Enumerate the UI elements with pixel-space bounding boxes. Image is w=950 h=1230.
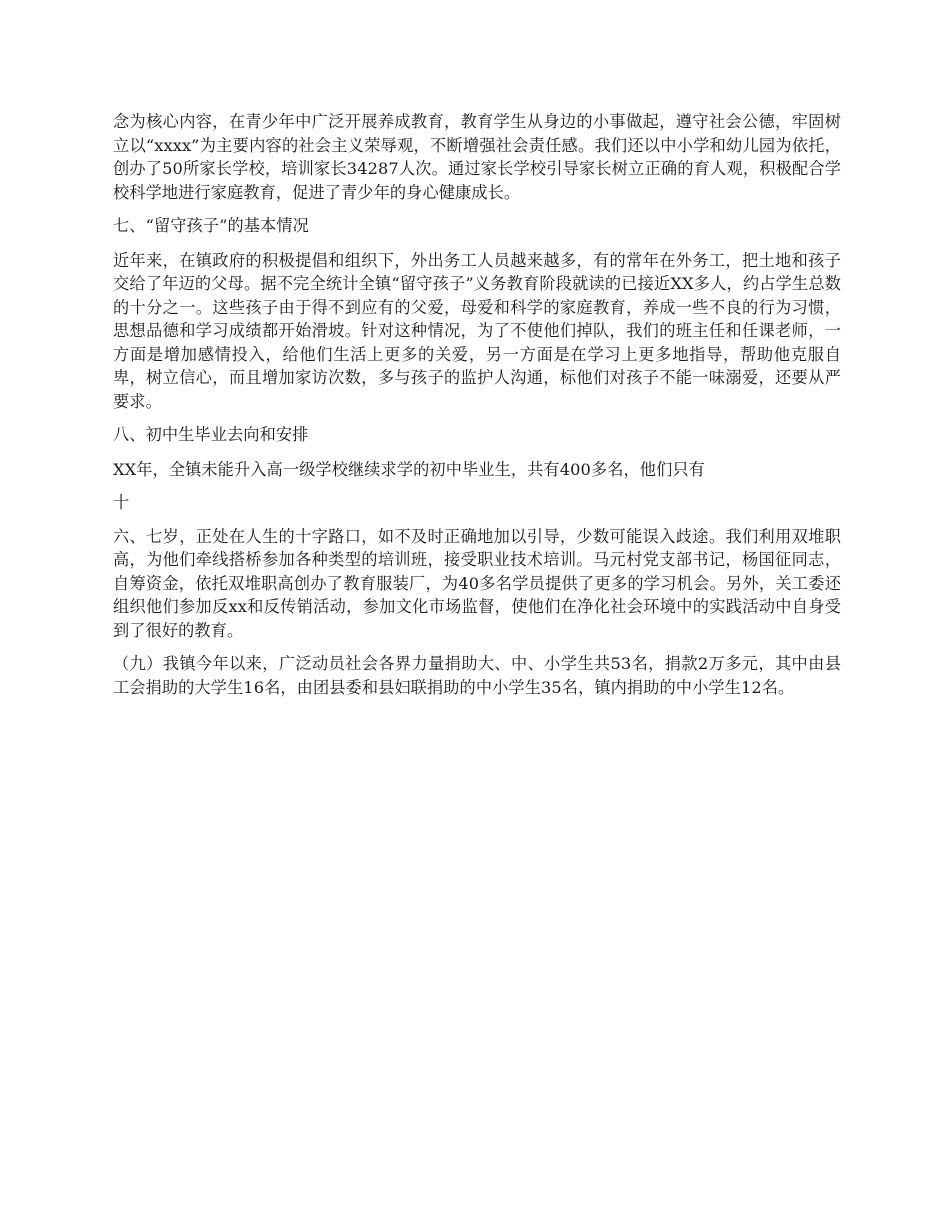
document-body bbox=[113, 110, 841, 709]
paragraph-donations: （九）我镇今年以来，广泛动员社会各界力量捐助大、中、小学生共53名，捐款2万多元，其中由县工会捐助的大学生16名，由团县委和县妇联捐助的中小学生35名，镇内捐助的中小学生12名。 bbox=[113, 654, 841, 697]
section-heading-left-behind-children: 七、“留守孩子”的基本情况 bbox=[113, 216, 309, 235]
paragraph-graduates-detail: 六、七岁，正处在人生的十字路口，如不及时正确地加以引导，少数可能误入歧途。我们利用双堆职高，为他们牵线搭桥参加各种类型的培训班，接受职业技术培训。马元村党支部书记，杨国征同志，自筹资金，依托双堆职高创办了教育服装厂，为40多名学员提供了更多的学习机会。另外，关工委还组织他们参加反xx和反传销活动，参加文化市场监督，使他们在净化社会环境中的实践活动中自身受到了很好的教育。 bbox=[113, 526, 841, 640]
section-heading-graduates: 八、初中生毕业去向和安排 bbox=[113, 425, 309, 444]
paragraph-fragment: 十 bbox=[113, 493, 130, 512]
paragraph-graduates-intro: XX年，全镇未能升入高一级学校继续求学的初中毕业生，共有400多名，他们只有 bbox=[113, 459, 705, 479]
paragraph-education: 念为核心内容，在青少年中广泛开展养成教育，教育学生从身边的小事做起，遵守社会公德，牢固树立以“xxxx”为主要内容的社会主义荣辱观，不断增强社会责任感。我们还以中小学和幼儿园为依托，创办了50所家长学校，培训家长34287人次。通过家长学校引导家长树立正确的育人观，积极配合学校科学地进行家庭教育，促进了青少年的身心健康成长。 bbox=[113, 112, 841, 202]
paragraph-left-behind-children: 近年来，在镇政府的积极提倡和组织下，外出务工人员越来越多，有的常年在外务工，把土地和孩子交给了年迈的父母。据不完全统计全镇“留守孩子”义务教育阶段就读的已接近XX多人，约占学生总数的十分之一。这些孩子由于得不到应有的父爱，母爱和科学的家庭教育，养成一些不良的行为习惯，思想品德和学习成绩都开始滑坡。针对这种情况，为了不使他们掉队，我们的班主任和任课老师，一方面是增加感情投入，给他们生活上更多的关爱，另一方面是在学习上更多地指导，帮助他克服自卑，树立信心，而且增加家访次数，多与孩子的监护人沟通，标他们对孩子不能一味溺爱，还要从严要求。 bbox=[113, 250, 841, 411]
